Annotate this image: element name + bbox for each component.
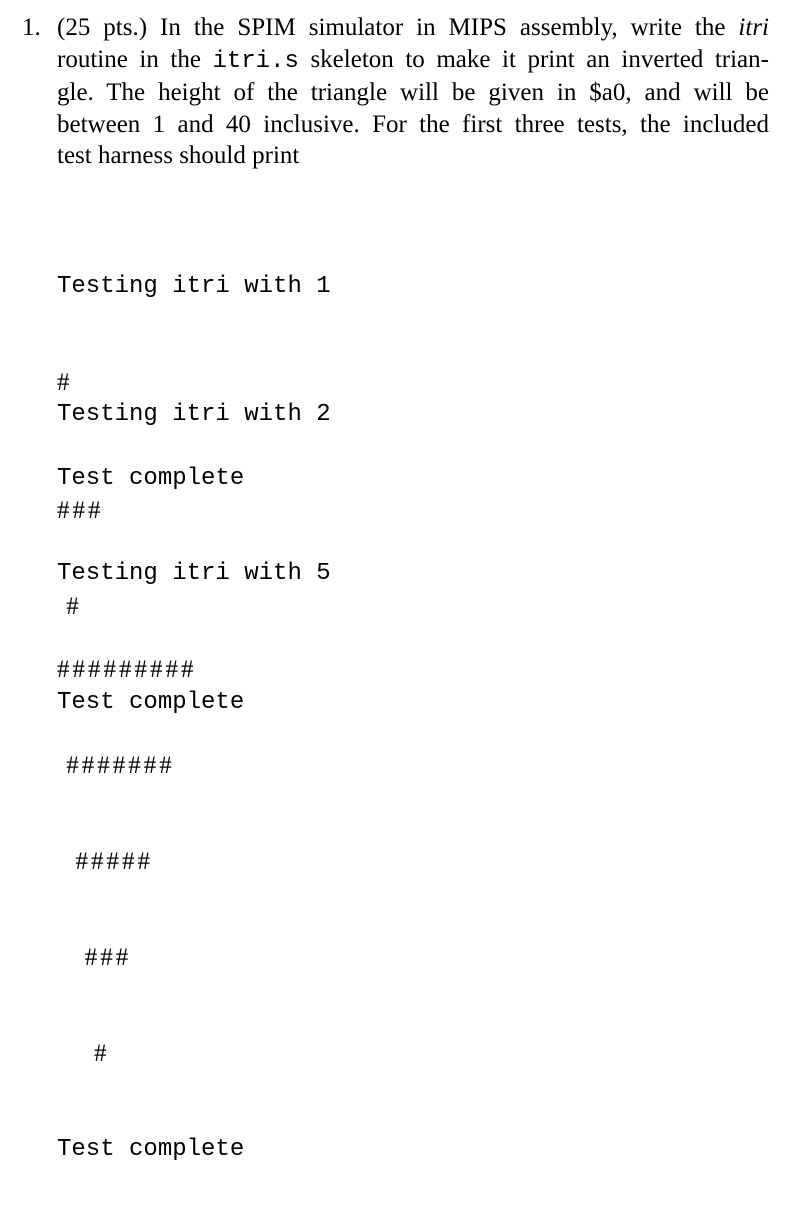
test-footer: Test complete [57, 1136, 245, 1163]
test-header: Testing itri with 5 [57, 560, 331, 587]
triangle-row: ##### [57, 848, 153, 875]
statement-line-2 [57, 44, 769, 78]
test-output-3 [57, 494, 331, 1230]
statement-line-1 [57, 12, 769, 44]
triangle-row: # [57, 593, 82, 620]
statement-line-4: between 1 and 40 inclusive. For the first three tests, the included [57, 110, 769, 138]
triangle-row: # [57, 1040, 110, 1067]
triangle-row: ####### [57, 752, 175, 779]
statement-line-5: test harness should print [57, 142, 300, 169]
statement-text: skeleton to make it print an inverted trian- [298, 45, 769, 73]
test-footer: Test complete [57, 689, 245, 716]
test-header: Testing itri with 1 [57, 273, 331, 300]
statement-text: routine in the [57, 45, 213, 73]
routine-name: itri [738, 14, 769, 41]
triangle-row: ######### [57, 656, 197, 683]
triangle-row: # [57, 369, 73, 396]
statement-text: (25 pts.) In the SPIM simulator in MIPS assembly, write the [57, 14, 739, 41]
problem-number: 1. [22, 14, 41, 41]
statement-line-3: gle. The height of the triangle will be given in $a0, and will be [57, 79, 769, 106]
triangle-row: ### [57, 497, 104, 524]
skeleton-filename: itri.s [212, 47, 299, 75]
test-header: Testing itri with 2 [57, 401, 331, 428]
triangle-row: ### [57, 944, 132, 971]
test-footer: Test complete [57, 465, 245, 492]
problem-statement [57, 12, 769, 172]
